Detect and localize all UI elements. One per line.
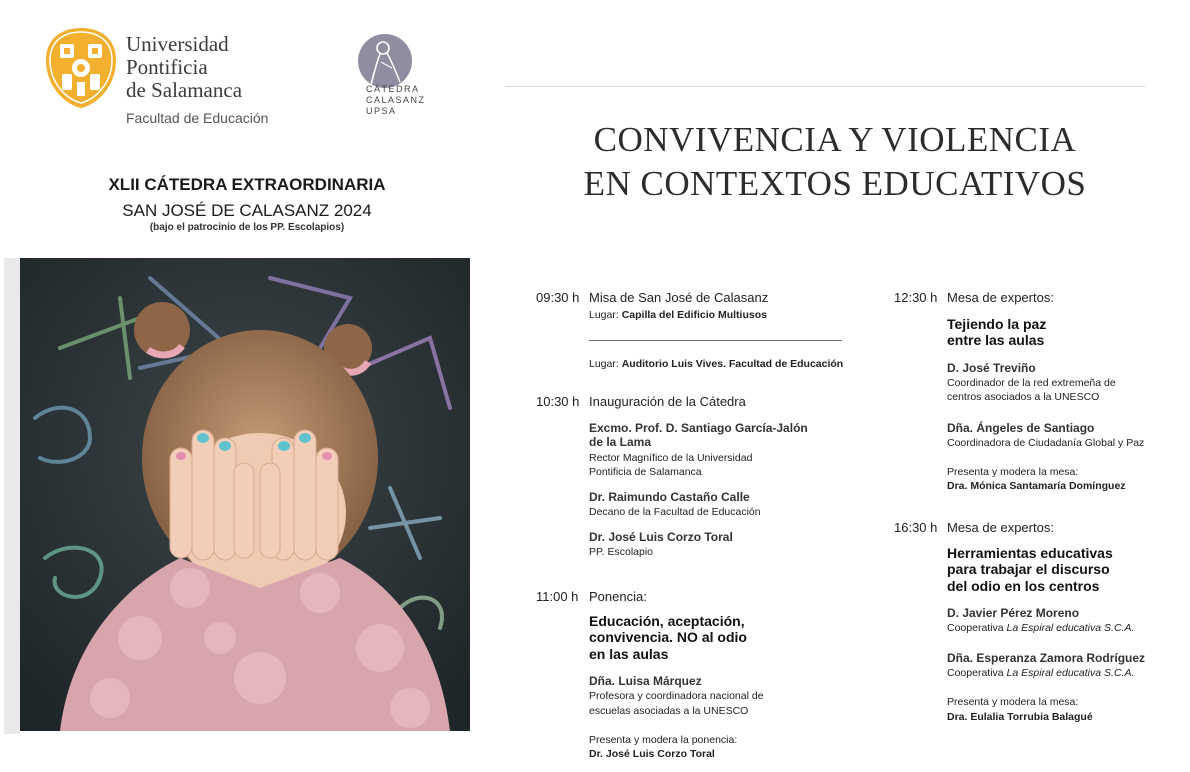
- university-line-1: Universidad: [126, 32, 229, 56]
- trevino-name: D. José Treviño: [947, 361, 1036, 375]
- zamora-role-prefix: Cooperativa: [947, 667, 1004, 679]
- rector-name-1: Excmo. Prof. D. Santiago García-Jalón: [589, 421, 808, 435]
- panel2-topic-1: Herramientas educativas: [947, 545, 1113, 561]
- talk-title-2: convivencia. NO al odio: [589, 629, 747, 645]
- perez-role-prefix: Cooperativa: [947, 622, 1004, 634]
- santiago-role: Coordinadora de Ciudadanía Global y Paz: [947, 437, 1145, 449]
- upsa-crest-logo: [44, 26, 118, 110]
- talk-title-1: Educación, aceptación,: [589, 613, 745, 629]
- panel2-topic-3: del odio en los centros: [947, 578, 1100, 594]
- child-covering-eyes-photo: [20, 258, 470, 731]
- dean-name: Dr. Raimundo Castaño Calle: [589, 490, 750, 504]
- catedra-logo-line-2: CALASANZ: [366, 95, 426, 105]
- talk-title-3: en las aulas: [589, 646, 669, 662]
- catedra-logo-line-3: UPSA: [366, 106, 397, 116]
- place-value-2: Auditorio Luis Vives. Facultad de Educación: [621, 358, 844, 370]
- speaker-role-1: Profesora y coordinadora nacional de: [589, 690, 764, 702]
- perez-role: [947, 621, 1134, 636]
- panel2-moderator-name: Dra. Eulalia Torrubia Balagué: [947, 711, 1093, 723]
- place-label-2: Lugar:: [589, 358, 619, 370]
- photo-side-band: [4, 258, 20, 734]
- panel1-topic-2: entre las aulas: [947, 332, 1045, 348]
- faculty-name: Facultad de Educación: [126, 110, 269, 126]
- panel1-label: Mesa de expertos:: [947, 290, 1054, 305]
- corzo-role: PP. Escolapio: [589, 546, 654, 558]
- perez-name: D. Javier Pérez Moreno: [947, 606, 1080, 620]
- event-title-line-1: CONVIVENCIA Y VIOLENCIA: [593, 120, 1077, 159]
- panel2-topic-2: para trabajar el discurso: [947, 561, 1110, 577]
- inauguration-title: Inauguración de la Cátedra: [589, 394, 746, 409]
- patronage-note: (bajo el patrocinio de los PP. Escolapios): [149, 222, 345, 233]
- place-value: Capilla del Edificio Multiusos: [621, 309, 767, 321]
- auditorium-place: [589, 357, 843, 372]
- trevino-role-2: centros asociados a la UNESCO: [947, 391, 1100, 403]
- speaker-role-2: escuelas asociadas a la UNESCO: [589, 705, 749, 717]
- talk-moderator-label: Presenta y modera la ponencia:: [589, 734, 738, 746]
- rector-role-2: Pontificia de Salamanca: [589, 466, 702, 478]
- time-1630: 16:30 h: [894, 520, 938, 535]
- zamora-role: [947, 666, 1134, 681]
- panel1-topic-1: Tejiendo la paz: [947, 316, 1047, 332]
- talk-moderator-name: Dr. José Luis Corzo Toral: [589, 748, 715, 760]
- perez-role-org: La Espiral educativa S.C.A.: [1006, 622, 1135, 634]
- catedra-subheading: SAN JOSÉ DE CALASANZ 2024: [122, 201, 372, 220]
- panel1-moderator-label: Presenta y modera la mesa:: [947, 466, 1079, 478]
- corzo-name: Dr. José Luis Corzo Toral: [589, 530, 733, 544]
- speaker-name: Dña. Luisa Márquez: [589, 674, 702, 688]
- rector-role-1: Rector Magnífico de la Universidad: [589, 452, 753, 464]
- place-label: Lugar:: [589, 309, 619, 321]
- zamora-role-org: La Espiral educativa S.C.A.: [1006, 667, 1135, 679]
- panel2-moderator-label: Presenta y modera la mesa:: [947, 696, 1079, 708]
- university-line-3: de Salamanca: [126, 78, 243, 102]
- catedra-logo-text: [366, 84, 426, 117]
- trevino-role-1: Coordinador de la red extremeña de: [947, 377, 1116, 389]
- catedra-calasanz-logo: [356, 32, 414, 90]
- panel1-moderator-name: Dra. Mónica Santamaría Domínguez: [947, 480, 1126, 492]
- catedra-logo-line-1: CÁTEDRA: [366, 84, 420, 94]
- catedra-heading: XLII CÁTEDRA EXTRAORDINARIA: [108, 175, 386, 194]
- time-0930: 09:30 h: [536, 290, 580, 305]
- title-top-rule: [505, 86, 1145, 87]
- university-line-2: Pontificia: [126, 55, 208, 79]
- zamora-name: Dña. Esperanza Zamora Rodríguez: [947, 651, 1146, 665]
- mass-title: Misa de San José de Calasanz: [589, 290, 769, 305]
- time-1030: 10:30 h: [536, 394, 580, 409]
- panel2-label: Mesa de expertos:: [947, 520, 1054, 535]
- event-title-line-2: EN CONTEXTOS EDUCATIVOS: [583, 164, 1087, 203]
- santiago-name: Dña. Ángeles de Santiago: [947, 421, 1095, 435]
- time-1230: 12:30 h: [894, 290, 938, 305]
- rector-name-2: de la Lama: [589, 435, 652, 449]
- talk-label: Ponencia:: [589, 589, 647, 604]
- university-name: [126, 33, 268, 126]
- dean-role: Decano de la Facultad de Educación: [589, 506, 761, 518]
- section-divider: [589, 340, 842, 341]
- mass-place: [589, 308, 767, 323]
- time-1100: 11:00 h: [536, 589, 579, 604]
